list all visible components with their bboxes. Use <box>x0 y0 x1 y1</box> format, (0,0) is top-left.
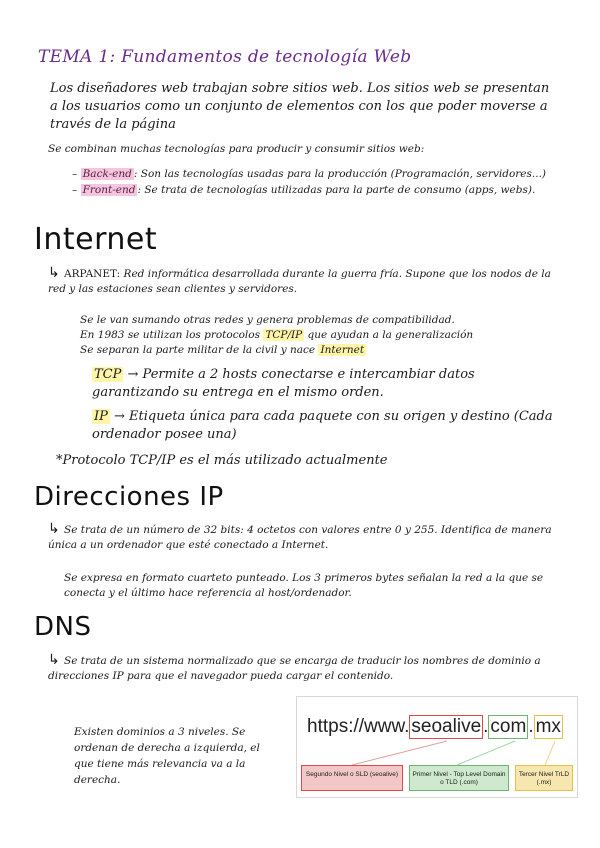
tcp-label: TCP <box>94 367 122 382</box>
backend-text: : Son las tecnologías usadas para la producción (Programación, servidores...) <box>133 168 547 180</box>
frontend-item <box>72 183 572 198</box>
intro-technologies: Se combinan muchas tecnologías para producir y consumir sitios web: <box>48 143 425 155</box>
ip-address-paragraph <box>48 522 578 553</box>
section-heading-direcciones-ip: Direcciones IP <box>34 482 224 512</box>
turn-arrow-icon: ↳ <box>48 652 60 668</box>
internet-line-1: Se le van sumando otras redes y genera problemas de compatibilidad. <box>80 314 455 326</box>
url-tld-segment: com <box>490 716 527 737</box>
ip-definition <box>92 408 562 444</box>
arpanet-paragraph <box>48 266 558 297</box>
page-title: TEMA 1: Fundamentos de tecnología Web <box>38 47 412 67</box>
arpanet-label: ARPANET: <box>64 268 121 280</box>
frontend-label: Front-end <box>82 184 136 196</box>
dns-paragraph <box>48 653 568 684</box>
tcp-definition <box>92 366 562 402</box>
internet-highlight: Internet <box>320 344 365 356</box>
url-dot: . <box>528 716 534 737</box>
label-cctld: Tercer Nivel TrLD (.mx) <box>515 765 573 791</box>
arpanet-text: Red informática desarrollada durante la guerra fría. Supone que los nodos de la red y las estaciones sean clientes y servidores. <box>48 268 551 295</box>
section-heading-dns: DNS <box>34 612 92 642</box>
tcp-text: → Permite a 2 hosts conectarse e intercambiar datos garantizando su entrega en el mismo orden. <box>92 367 475 400</box>
label-sld: Segundo Nivel o SLD (seoalive) <box>301 765 403 791</box>
url-cctld-segment: mx <box>535 716 561 737</box>
label-tld: Primer Nivel - Top Level Domain o TLD (.com) <box>409 765 509 791</box>
ip-format-paragraph: Se expresa en formato cuarteto punteado. Los 3 primeros bytes señalan la red a la que se conecta y el último hace referencia al host/ordenador. <box>64 572 544 599</box>
internet-line-3 <box>80 343 570 358</box>
ip-address-text: Se trata de un número de 32 bits: 4 octetos con valores entre 0 y 255. Identifica de manera única a un ordenador que esté conectado a Internet. <box>48 524 552 551</box>
ip-text: → Etiqueta única para cada paquete con su origen y destino (Cada ordenador posee una) <box>92 409 553 442</box>
backend-item <box>72 167 572 182</box>
line2-text-b: que ayudan a la generalización <box>304 329 474 341</box>
bullet-dash-icon: – <box>72 168 81 180</box>
turn-arrow-icon: ↳ <box>48 521 60 537</box>
line2-text-a: En 1983 se utilizan los protocolos <box>80 329 264 341</box>
turn-arrow-icon: ↳ <box>48 265 60 281</box>
intro-paragraph: Los diseñadores web trabajan sobre sitios web. Los sitios web se presentan a los usuarios como un conjunto de elementos con los que poder moverse a través de la página <box>50 81 550 132</box>
line3-text-a: Se separan la parte militar de la civil y nace <box>80 344 319 356</box>
url-sld-segment: seoalive <box>411 716 482 737</box>
bullet-dash-icon: – <box>72 184 81 196</box>
dns-levels-note: Existen dominios a 3 niveles. Se ordenan de derecha a izquierda, el que tiene más relevancia va a la derecha. <box>74 726 260 786</box>
internet-line-2 <box>80 328 570 343</box>
url-dot: . <box>483 716 489 737</box>
url-prefix: https://www. <box>307 716 410 737</box>
dns-text: Se trata de un sistema normalizado que se encarga de traducir los nombres de dominio a direcciones IP para que el navegador pueda cargar el contenido. <box>48 655 541 682</box>
backend-label: Back-end <box>82 168 132 180</box>
protocol-note: *Protocolo TCP/IP es el más utilizado actualmente <box>56 453 388 468</box>
tcpip-highlight: TCP/IP <box>265 329 303 341</box>
frontend-text: : Se trata de tecnologías utilizadas para la parte de consumo (apps, webs). <box>137 184 536 196</box>
section-heading-internet: Internet <box>34 222 158 257</box>
url-diagram <box>296 696 578 798</box>
ip-label: IP <box>94 409 108 424</box>
